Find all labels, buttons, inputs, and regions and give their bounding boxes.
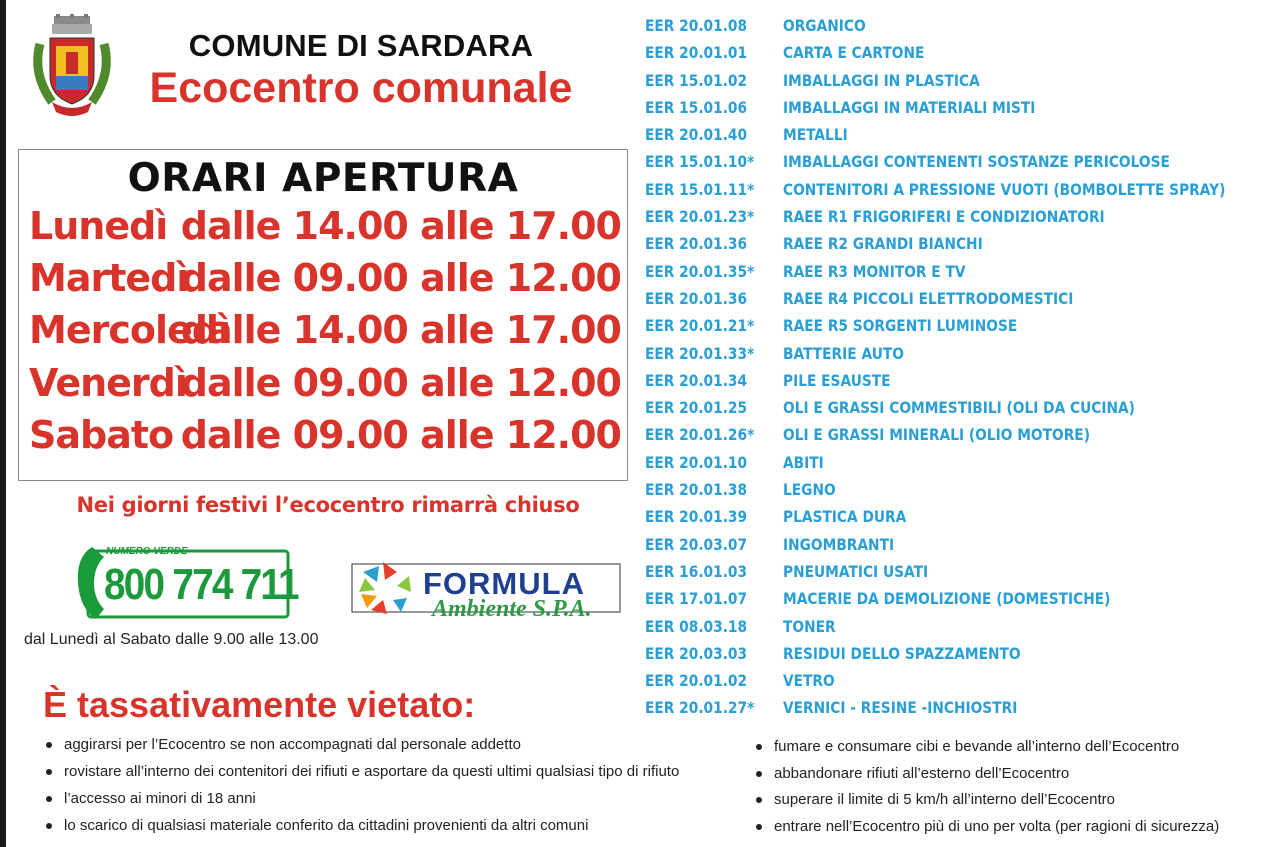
toll-free-label: NUMERO VERDE xyxy=(106,546,188,557)
hours-row xyxy=(29,361,619,413)
eer-code: EER 20.01.02 xyxy=(645,671,748,691)
eer-row xyxy=(645,453,1255,480)
hours-time: dalle 09.00 alle 12.00 xyxy=(180,361,621,405)
eer-code: EER 08.03.18 xyxy=(645,616,748,636)
eer-label: IMBALLAGGI IN PLASTICA xyxy=(783,70,980,90)
eer-row xyxy=(645,98,1255,125)
eer-label: LEGNO xyxy=(783,480,836,500)
company-name-bottom: Ambiente S.P.A. xyxy=(432,596,592,622)
hours-row xyxy=(29,308,619,360)
eer-code: EER 20.01.26* xyxy=(645,425,755,445)
prohibited-list-left xyxy=(44,736,679,844)
eer-row xyxy=(645,207,1255,234)
prohibited-item: abbandonare rifiuti all’esterno dell’Ecocentro xyxy=(754,765,1219,792)
eer-code-list xyxy=(645,16,1255,726)
hours-day: Martedì xyxy=(29,256,189,300)
eer-label: ABITI xyxy=(783,452,824,472)
eer-code: EER 20.01.38 xyxy=(645,480,748,500)
eer-row xyxy=(645,562,1255,589)
prohibited-item: rovistare all’interno dei contenitori dei rifiuti e asportare da questi ultimi qualsiasi tipo di rifiuto xyxy=(44,763,679,790)
eer-row xyxy=(645,262,1255,289)
eer-code: EER 17.01.07 xyxy=(645,589,748,609)
hours-row xyxy=(29,256,619,308)
eer-code: EER 20.03.07 xyxy=(645,534,748,554)
eer-row xyxy=(645,671,1255,698)
eer-label: IMBALLAGGI IN MATERIALI MISTI xyxy=(783,97,1036,117)
eer-code: EER 20.01.36 xyxy=(645,288,748,308)
eer-code: EER 20.01.39 xyxy=(645,507,748,527)
eer-row xyxy=(645,316,1255,343)
opening-hours-box xyxy=(18,149,628,481)
eer-row xyxy=(645,644,1255,671)
prohibited-item: fumare e consumare cibi e bevande all’interno dell’Ecocentro xyxy=(754,738,1219,765)
eer-code: EER 20.01.10 xyxy=(645,452,748,472)
eer-label: RAEE R4 PICCOLI ELETTRODOMESTICI xyxy=(783,288,1074,308)
eer-label: CONTENITORI A PRESSIONE VUOTI (BOMBOLETTE SPRAY) xyxy=(783,179,1226,199)
eer-row xyxy=(645,43,1255,70)
eer-row xyxy=(645,698,1255,725)
eer-row xyxy=(645,289,1255,316)
eer-code: EER 20.01.27* xyxy=(645,698,755,718)
eer-label: ORGANICO xyxy=(783,16,866,35)
eer-row xyxy=(645,425,1255,452)
eer-label: VETRO xyxy=(783,671,835,691)
eer-row xyxy=(645,617,1255,644)
eer-row xyxy=(645,152,1255,179)
eer-code: EER 15.01.06 xyxy=(645,97,748,117)
eer-row xyxy=(645,398,1255,425)
eer-label: TONER xyxy=(783,616,836,636)
eer-code: EER 20.03.03 xyxy=(645,643,748,663)
eer-label: RAEE R1 FRIGORIFERI E CONDIZIONATORI xyxy=(783,207,1105,227)
eer-code: EER 20.01.36 xyxy=(645,234,748,254)
hours-time: dalle 09.00 alle 12.00 xyxy=(180,256,621,300)
hours-row xyxy=(29,413,619,465)
hours-day: Lunedì xyxy=(29,204,168,248)
hours-time: dalle 14.00 alle 17.00 xyxy=(180,204,621,248)
page-edge xyxy=(0,0,6,847)
eer-row xyxy=(645,589,1255,616)
eer-code: EER 20.01.08 xyxy=(645,16,748,35)
eer-row xyxy=(645,234,1255,261)
eer-label: RESIDUI DELLO SPAZZAMENTO xyxy=(783,643,1021,663)
prohibited-item: lo scarico di qualsiasi materiale conferito da cittadini provenienti da altri comuni xyxy=(44,817,679,844)
eer-code: EER 20.01.34 xyxy=(645,370,748,390)
prohibited-item: entrare nell’Ecocentro più di uno per volta (per ragioni di sicurezza) xyxy=(754,818,1219,845)
hours-day: Mercoledì xyxy=(29,308,230,352)
eer-code: EER 15.01.02 xyxy=(645,70,748,90)
prohibited-item: superare il limite di 5 km/h all’interno dell’Ecocentro xyxy=(754,791,1219,818)
phone-icon xyxy=(78,547,104,619)
eer-label: OLI E GRASSI MINERALI (OLIO MOTORE) xyxy=(783,425,1090,445)
eer-row xyxy=(645,180,1255,207)
prohibited-list-right xyxy=(754,738,1219,844)
eer-code: EER 20.01.23* xyxy=(645,207,755,227)
eer-label: PLASTICA DURA xyxy=(783,507,907,527)
hours-row xyxy=(29,204,619,256)
eer-label: PILE ESAUSTE xyxy=(783,370,891,390)
eer-label: VERNICI - RESINE -INCHIOSTRI xyxy=(783,698,1018,718)
eer-row xyxy=(645,344,1255,371)
municipality-name: COMUNE DI SARDARA xyxy=(188,28,534,63)
eer-label: METALLI xyxy=(783,125,848,145)
eer-code: EER 16.01.03 xyxy=(645,561,748,581)
eer-label: OLI E GRASSI COMMESTIBILI (OLI DA CUCINA) xyxy=(783,398,1135,418)
eer-label: RAEE R3 MONITOR E TV xyxy=(783,261,966,281)
prohibited-title: È tassativamente vietato: xyxy=(43,684,476,725)
eer-label: INGOMBRANTI xyxy=(783,534,895,554)
eer-label: PNEUMATICI USATI xyxy=(783,561,929,581)
opening-hours-title: ORARI APERTURA xyxy=(127,156,519,201)
eer-label: BATTERIE AUTO xyxy=(783,343,904,363)
eer-code: EER 15.01.11* xyxy=(645,179,755,199)
page-title: Ecocentro comunale xyxy=(149,64,573,112)
eer-row xyxy=(645,371,1255,398)
prohibited-item: l’accesso ai minori di 18 anni xyxy=(44,790,679,817)
toll-free-hours: dal Lunedì al Sabato dalle 9.00 alle 13.00 xyxy=(24,631,319,648)
eer-label: MACERIE DA DEMOLIZIONE (DOMESTICHE) xyxy=(783,589,1111,609)
toll-free-number[interactable]: 800 774 711 xyxy=(104,560,298,609)
eer-row xyxy=(645,535,1255,562)
eer-code: EER 20.01.25 xyxy=(645,398,748,418)
hours-day: Venerdì xyxy=(29,361,187,405)
eer-row xyxy=(645,507,1255,534)
eer-code: EER 20.01.21* xyxy=(645,316,755,336)
hours-time: dalle 14.00 alle 17.00 xyxy=(180,308,621,352)
hours-day: Sabato xyxy=(29,413,174,457)
holiday-closed-note: Nei giorni festivi l’ecocentro rimarrà chiuso xyxy=(76,493,580,517)
eer-label: CARTA E CARTONE xyxy=(783,43,925,63)
eer-row xyxy=(645,71,1255,98)
company-name-top: FORMULA xyxy=(423,566,585,601)
eer-row xyxy=(645,16,1255,43)
eer-code: EER 20.01.01 xyxy=(645,43,748,63)
eer-code: EER 20.01.40 xyxy=(645,125,748,145)
eer-label: RAEE R5 SORGENTI LUMINOSE xyxy=(783,316,1018,336)
eer-row xyxy=(645,480,1255,507)
hours-time: dalle 09.00 alle 12.00 xyxy=(180,413,621,457)
eer-code: EER 20.01.35* xyxy=(645,261,755,281)
eer-code: EER 20.01.33* xyxy=(645,343,755,363)
eer-row xyxy=(645,125,1255,152)
eer-code: EER 15.01.10* xyxy=(645,152,755,172)
prohibited-item: aggirarsi per l’Ecocentro se non accompagnati dal personale addetto xyxy=(44,736,679,763)
eer-label: RAEE R2 GRANDI BIANCHI xyxy=(783,234,983,254)
eer-label: IMBALLAGGI CONTENENTI SOSTANZE PERICOLOSE xyxy=(783,152,1170,172)
